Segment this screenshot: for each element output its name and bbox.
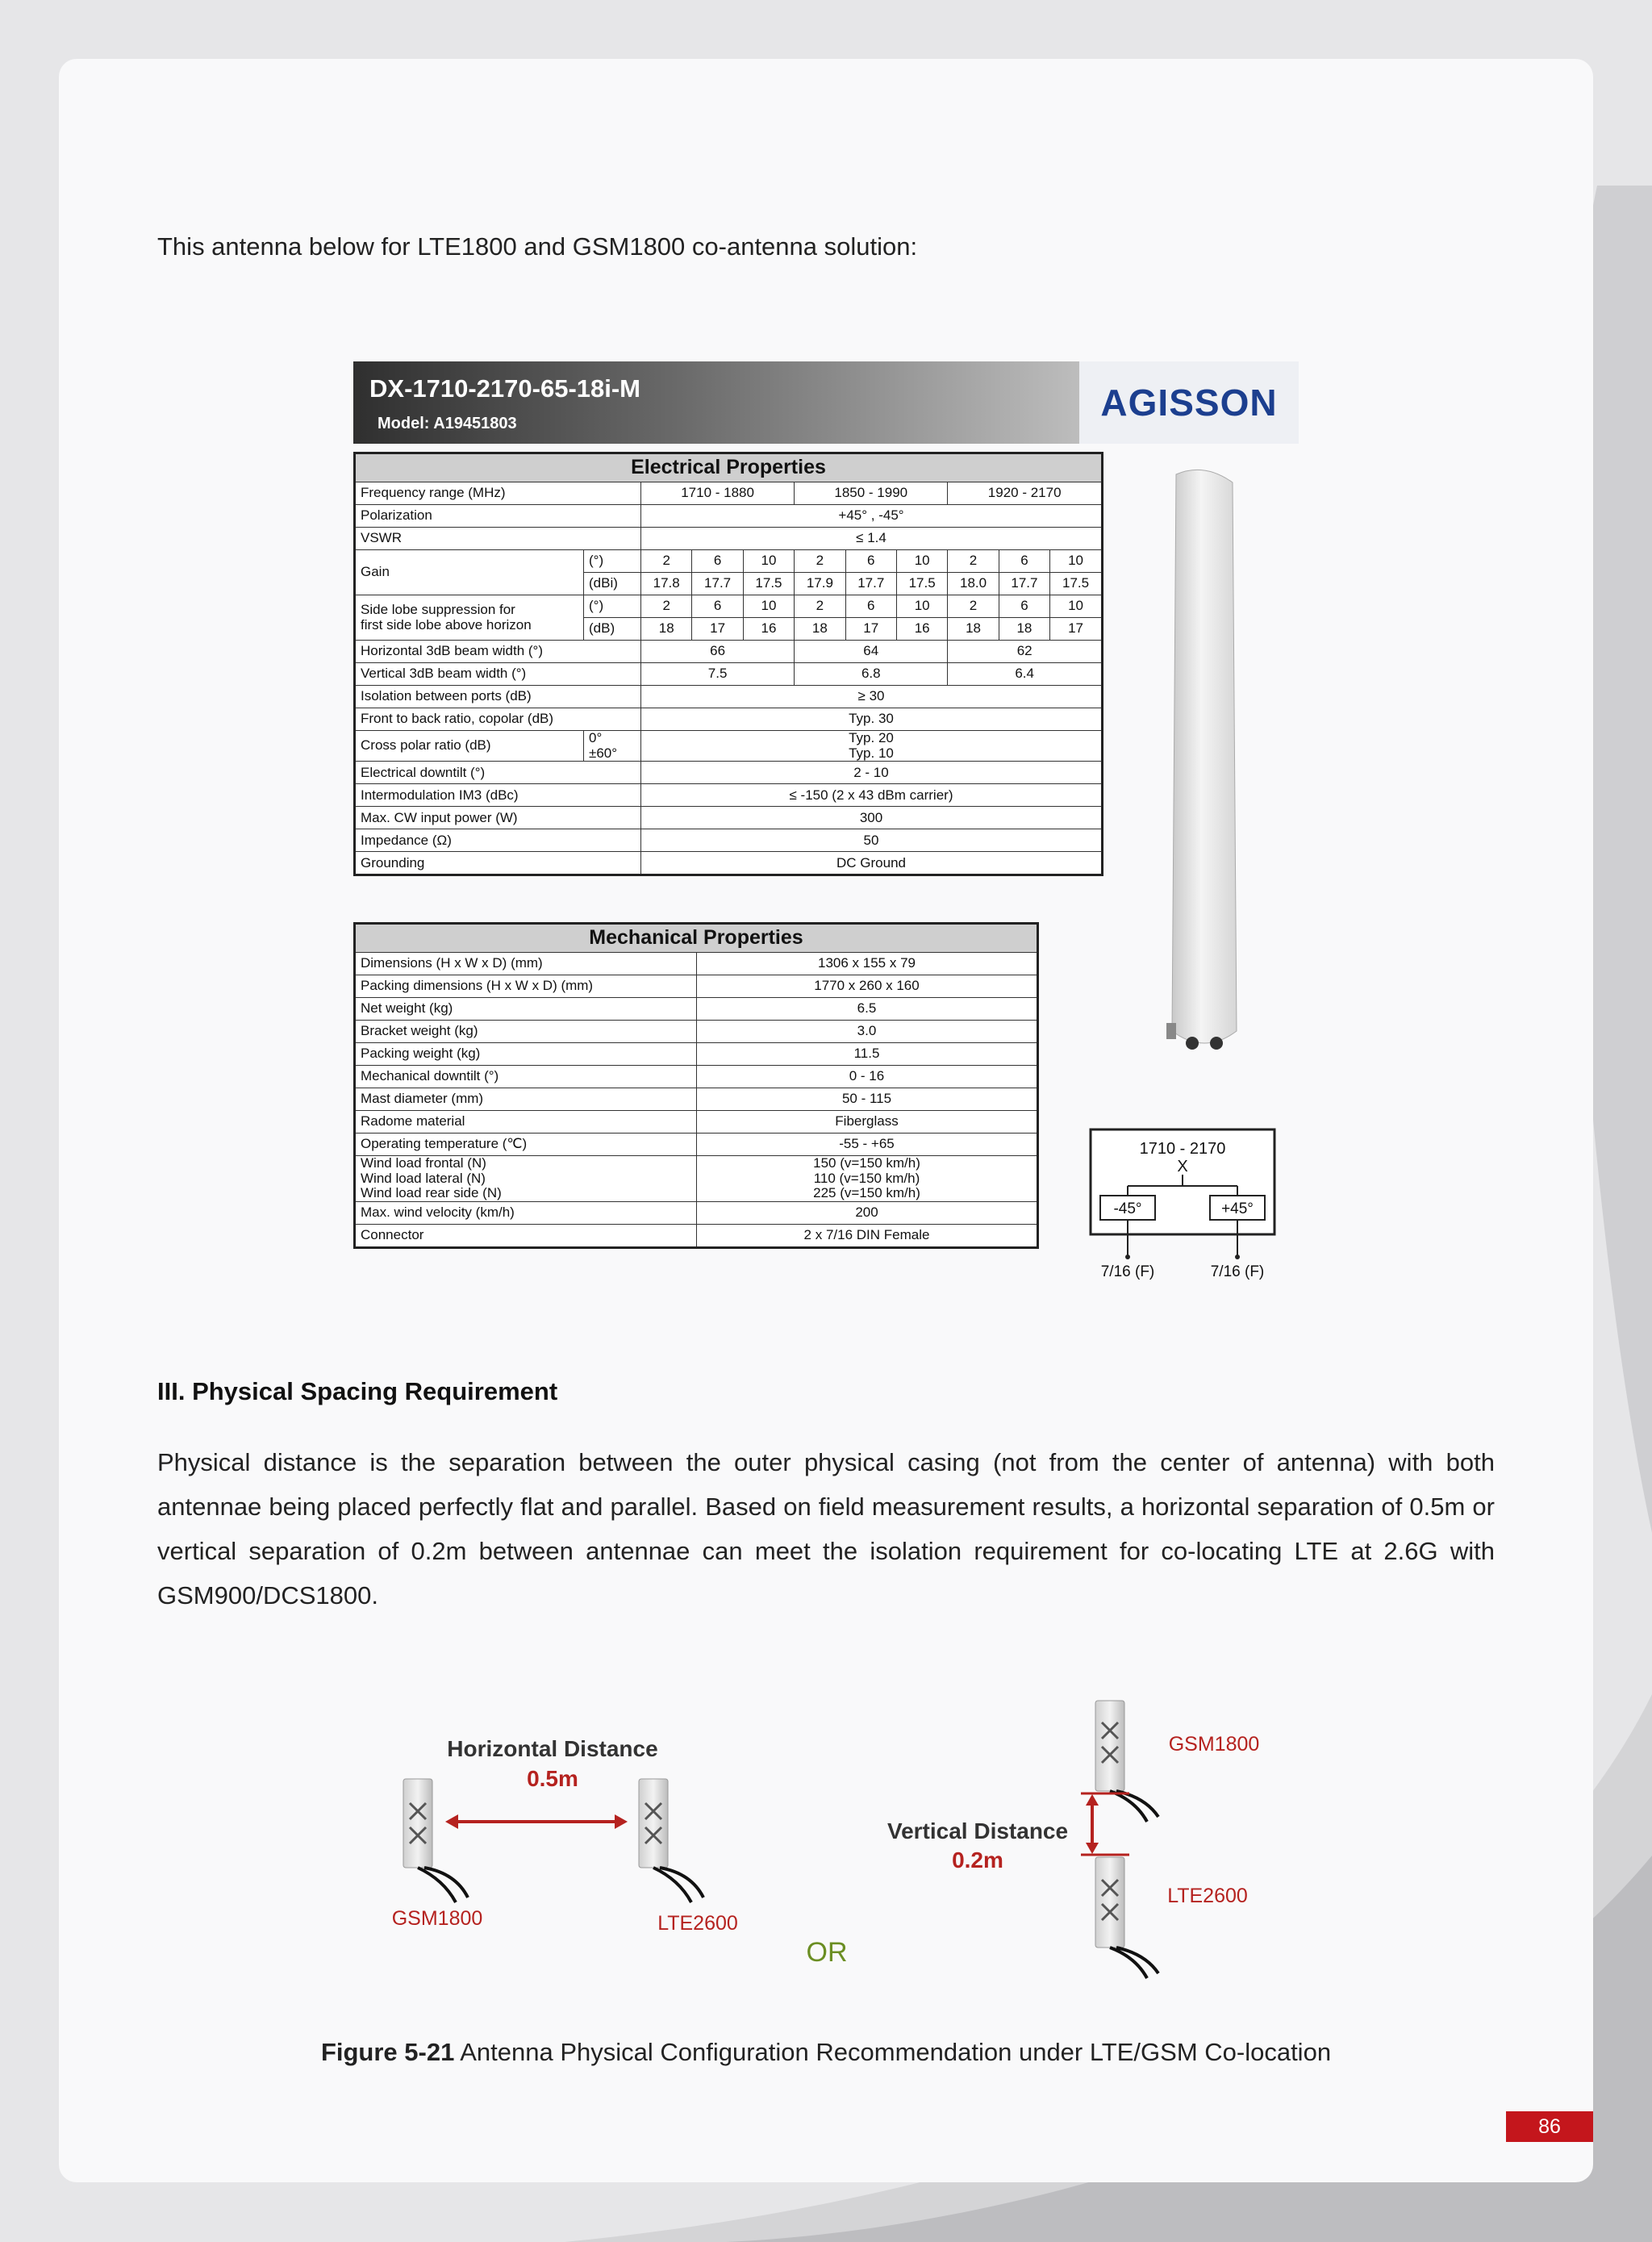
- electrical-title: Electrical Properties: [355, 453, 1103, 482]
- table-row: Impedance (Ω) 50: [355, 829, 1103, 852]
- table-row: Net weight (kg) 6.5: [355, 998, 1038, 1021]
- port-plus45-label: +45°: [1221, 1200, 1254, 1217]
- table-row: Dimensions (H x W x D) (mm) 1306 x 155 x 79: [355, 953, 1038, 975]
- table-row: Mechanical downtilt (°) 0 - 16: [355, 1066, 1038, 1088]
- table-row: Polarization +45° , -45°: [355, 505, 1103, 528]
- connector-label-2: 7/16 (F): [1210, 1263, 1265, 1280]
- body-paragraph: Physical distance is the separation between the outer physical casing (not from the center of antenna) with both antennae being placed perfectly flat and parallel. Based on field measurement results, a horizontal separation of 0.5m or vertical separation of 0.2m between antennae can meet the isolation requirement for co-locating LTE at 2.6G with GSM900/DCS1800.: [157, 1448, 1495, 1609]
- section-heading: III. Physical Spacing Requirement: [157, 1377, 558, 1405]
- table-row: Cross polar ratio (dB) 0° ±60° Typ. 20 Typ. 10: [355, 731, 1103, 762]
- port-diagram: [1089, 1128, 1276, 1281]
- or-label: OR: [806, 1937, 848, 1968]
- datasheet-banner: [353, 361, 1079, 444]
- horizontal-arrow-icon: [445, 1814, 628, 1829]
- h-lte2600-label: LTE2600: [657, 1912, 738, 1935]
- product-model: Model: A19451803: [378, 415, 517, 432]
- table-row: Electrical downtilt (°) 2 - 10: [355, 762, 1103, 784]
- port-band-label: 1710 - 2170: [1139, 1140, 1226, 1158]
- intro-text: This antenna below for LTE1800 and GSM1800 co-antenna solution:: [157, 232, 918, 261]
- table-row: Frequency range (MHz) 1710 - 1880 1850 - 1990 1920 - 2170: [355, 482, 1103, 505]
- port-minus45-label: -45°: [1113, 1200, 1142, 1217]
- table-row: Packing dimensions (H x W x D) (mm) 1770 x 260 x 160: [355, 975, 1038, 998]
- gsm1800-antenna-icon: [403, 1779, 468, 1902]
- h-gsm1800-label: GSM1800: [391, 1907, 483, 1930]
- v-lte2600-label: LTE2600: [1167, 1885, 1248, 1907]
- table-row: (dB) 18 17 16 18 17 16 18 18 17: [355, 618, 1103, 641]
- table-row: Max. CW input power (W) 300: [355, 807, 1103, 829]
- vertical-distance-title: Vertical Distance: [886, 1818, 1069, 1843]
- table-row: Mast diameter (mm) 50 - 115: [355, 1088, 1038, 1111]
- table-row: Bracket weight (kg) 3.0: [355, 1021, 1038, 1043]
- table-row: Vertical 3dB beam width (°) 7.5 6.8 6.4: [355, 663, 1103, 686]
- vertical-arrow-icon: [1081, 1793, 1129, 1855]
- table-row: Wind load frontal (N) Wind load lateral (N) Wind load rear side (N) 150 (v=150 km/h) 110 (v=150 km/h) 225 (v=150 km/h): [355, 1156, 1038, 1202]
- caption-text: Antenna Physical Configuration Recommendation under LTE/GSM Co-location: [454, 2038, 1332, 2066]
- horizontal-distance-title: Horizontal Distance: [447, 1736, 658, 1761]
- caption-prefix: Figure 5-21: [320, 2038, 455, 2066]
- brand-logo: AGISSON: [1079, 361, 1299, 444]
- table-row: Gain (°) 2 6 10 2 6 10 2 6 10: [355, 550, 1103, 573]
- mechanical-title: Mechanical Properties: [355, 924, 1038, 953]
- table-row: VSWR ≤ 1.4: [355, 528, 1103, 550]
- spacing-figure: [379, 1686, 1315, 1993]
- page-number: 86: [1506, 2111, 1593, 2142]
- table-row: Horizontal 3dB beam width (°) 66 64 62: [355, 641, 1103, 663]
- table-row: Packing weight (kg) 11.5: [355, 1043, 1038, 1066]
- horizontal-distance-value: 0.5m: [527, 1766, 578, 1791]
- v-gsm1800-antenna-icon: [1095, 1701, 1158, 1822]
- table-row: (dBi) 17.8 17.7 17.5 17.9 17.7 17.5 18.0 17.7 17.5: [355, 573, 1103, 595]
- table-row: Front to back ratio, copolar (dB) Typ. 30: [355, 708, 1103, 731]
- lte2600-antenna-icon: [639, 1779, 703, 1902]
- v-gsm1800-label: GSM1800: [1168, 1733, 1260, 1756]
- figure-caption: [0, 2038, 1652, 2067]
- port-x-label: X: [1177, 1158, 1188, 1175]
- table-row: Connector 2 x 7/16 DIN Female: [355, 1225, 1038, 1248]
- table-row: Operating temperature (℃) -55 - +65: [355, 1134, 1038, 1156]
- table-row: Max. wind velocity (km/h) 200: [355, 1202, 1038, 1225]
- v-lte2600-antenna-icon: [1095, 1857, 1158, 1978]
- table-row: Grounding DC Ground: [355, 852, 1103, 875]
- electrical-properties-table: [353, 452, 1103, 876]
- table-row: Side lobe suppression for first side lobe above horizon (°) 2 6 10 2 6 10 2 6 10: [355, 595, 1103, 618]
- table-row: Intermodulation IM3 (dBc) ≤ -150 (2 x 43 dBm carrier): [355, 784, 1103, 807]
- table-row: Radome material Fiberglass: [355, 1111, 1038, 1134]
- connector-label-1: 7/16 (F): [1100, 1263, 1155, 1280]
- vertical-distance-value: 0.2m: [952, 1847, 1003, 1873]
- product-name: DX-1710-2170-65-18i-M: [369, 374, 641, 403]
- mechanical-properties-table: [353, 922, 1039, 1249]
- antenna-datasheet: [353, 361, 1299, 1285]
- table-row: Isolation between ports (dB) ≥ 30: [355, 686, 1103, 708]
- antenna-product-image: [1160, 466, 1249, 1079]
